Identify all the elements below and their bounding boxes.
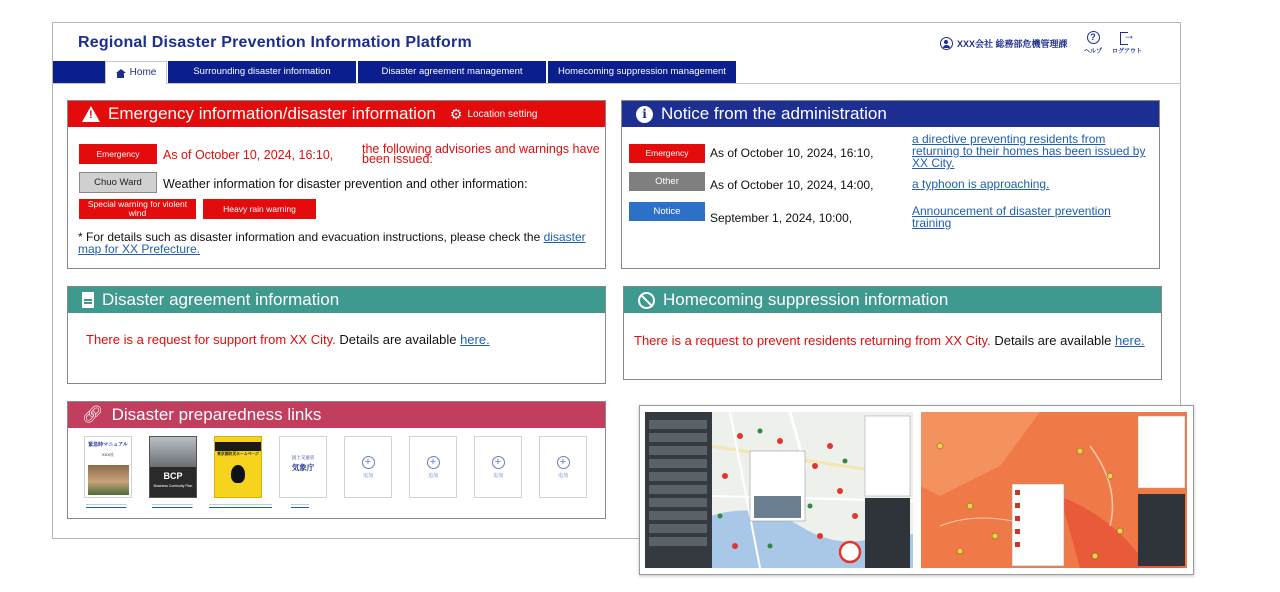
notice-link-3[interactable]: Announcement of disaster prevention training (912, 204, 1111, 230)
notice-panel-header (622, 101, 1159, 127)
tokyo-banner (215, 442, 261, 451)
emergency-title: Emergency information/disaster information (108, 104, 436, 123)
homecoming-details: Details are available (994, 333, 1112, 348)
gear-icon[interactable]: ⚙ (449, 105, 463, 122)
tab-homecoming-suppression[interactable] (548, 61, 736, 83)
link-card-tokyo[interactable] (214, 436, 262, 498)
homecoming-message (634, 334, 1159, 347)
add-label: 追加 (362, 472, 373, 479)
links-title: Disaster preparedness links (111, 405, 322, 424)
link-card-manual-sub: XXX社 (101, 452, 114, 457)
link-card-manual-caption: ————————— (86, 502, 127, 507)
user-account[interactable] (940, 37, 1068, 50)
warning-badge-heavy-rain: Heavy rain warning (203, 199, 316, 219)
agreement-panel-header (68, 287, 605, 313)
emergency-panel (67, 100, 606, 269)
tab-disaster-agreement[interactable] (358, 61, 546, 83)
logout-icon (1120, 31, 1134, 44)
plus-icon: + (557, 456, 570, 469)
tab-surrounding-disaster-label: Surrounding disaster information (193, 66, 331, 77)
link-card-manual-title: 緊急時マニュアル (88, 442, 128, 448)
link-card-bcp-title: BCP (163, 471, 183, 481)
emergency-as-of: As of October 10, 2024, 16:10, (163, 148, 334, 162)
app-title: Regional Disaster Prevention Information Platform (78, 34, 472, 51)
agreement-here-link[interactable]: here. (460, 332, 490, 347)
tab-disaster-agreement-label: Disaster agreement management (381, 66, 523, 77)
homecoming-panel (623, 286, 1162, 380)
link-card-jma-title: 国土交通省 (291, 455, 315, 460)
emergency-panel-header (68, 101, 605, 127)
tab-surrounding-disaster[interactable] (168, 61, 356, 83)
homecoming-panel-header (624, 287, 1161, 313)
warning-icon: ! (82, 106, 100, 122)
link-card-jma[interactable] (279, 436, 327, 498)
emergency-badge: Emergency (79, 144, 157, 164)
map-screenshot-inset (639, 405, 1194, 575)
notice-badge-notice: Notice (629, 202, 705, 221)
prohibited-icon (638, 292, 655, 309)
links-panel (67, 401, 606, 519)
info-icon: i (636, 106, 653, 123)
homecoming-alert: There is a request to prevent residents returning from XX City. (634, 333, 991, 348)
add-label: 追加 (427, 472, 438, 479)
help-label: ヘルプ (1084, 49, 1103, 55)
logout-label: ログアウト (1112, 49, 1143, 55)
plus-icon: + (362, 456, 375, 469)
agreement-message (86, 334, 490, 346)
notice-badge-other: Other (629, 172, 705, 191)
home-icon (116, 69, 126, 78)
link-card-bcp[interactable] (149, 436, 197, 498)
document-icon (82, 292, 94, 308)
link-card-jma-sub: 気象庁 (291, 463, 315, 472)
plus-icon: + (492, 456, 505, 469)
plus-icon: + (427, 456, 440, 469)
link-card-add-1[interactable] (344, 436, 392, 498)
notice-date-1: As of October 10, 2024, 16:10, (710, 146, 874, 160)
notice-panel (621, 100, 1160, 269)
notice-date-3: September 1, 2024, 10:00, (710, 211, 853, 225)
notice-title: Notice from the administration (661, 104, 887, 123)
notice-link-1[interactable]: a directive preventing residents from returning to their homes has been issued by XX City. (912, 132, 1146, 170)
link-card-add-2[interactable] (409, 436, 457, 498)
link-card-manual[interactable] (84, 436, 132, 498)
link-card-bcp-sub: Business Continuity Plan (153, 484, 193, 488)
agreement-details: Details are available (339, 332, 457, 347)
agreement-title: Disaster agreement information (102, 290, 340, 309)
notice-date-2: As of October 10, 2024, 14:00, (710, 178, 874, 192)
tab-home-label: Home (129, 67, 157, 78)
notice-badge-emergency: Emergency (629, 144, 705, 163)
logout-button[interactable] (1112, 31, 1142, 55)
map-preview-image (640, 406, 1193, 574)
nav-accent-bar (53, 61, 105, 83)
main-nav (53, 61, 1181, 84)
emergency-note-text: * For details such as disaster information and evacuation instructions, please check the (78, 230, 541, 244)
link-card-tokyo-title: 東京都防災ホームページ (217, 452, 259, 456)
link-card-tokyo-caption: —————————————— (209, 502, 272, 507)
help-icon: ? (1087, 31, 1100, 44)
tab-homecoming-suppression-label: Homecoming suppression management (558, 66, 726, 77)
add-label: 追加 (557, 472, 568, 479)
weather-info-text: Weather information for disaster prevention and other information: (163, 177, 528, 191)
agreement-panel (67, 286, 606, 384)
location-setting-button[interactable]: Location setting (467, 108, 538, 120)
agreement-alert: There is a request for support from XX City. (86, 332, 336, 347)
tab-home[interactable] (105, 61, 167, 84)
warning-badge-violent-wind: Special warning for violent wind (79, 199, 196, 219)
link-icon: 🔗︎ (82, 405, 104, 424)
user-name: XXX会社 総務部危機管理課 (957, 39, 1068, 49)
links-panel-header (68, 402, 605, 428)
emergency-issued-text: the following advisories and warnings have been issued: (362, 142, 600, 166)
link-card-add-3[interactable] (474, 436, 522, 498)
disaster-map-link[interactable]: disaster map for XX Prefecture. (78, 230, 586, 256)
link-card-add-4[interactable] (539, 436, 587, 498)
homecoming-here-link[interactable]: here. (1115, 333, 1145, 348)
link-card-bcp-caption: ————————— (152, 502, 193, 507)
ward-badge: Chuo Ward (79, 172, 157, 193)
tokyo-mascot-icon (231, 465, 245, 483)
link-card-jma-caption: ———— (291, 502, 309, 507)
user-icon (940, 37, 953, 50)
manual-photo (88, 465, 129, 495)
help-button[interactable] (1084, 31, 1102, 55)
emergency-note (78, 231, 598, 255)
bcp-photo (150, 437, 196, 467)
add-label: 追加 (492, 472, 503, 479)
notice-link-2[interactable]: a typhoon is approaching. (912, 177, 1050, 191)
homecoming-title: Homecoming suppression information (663, 290, 949, 309)
